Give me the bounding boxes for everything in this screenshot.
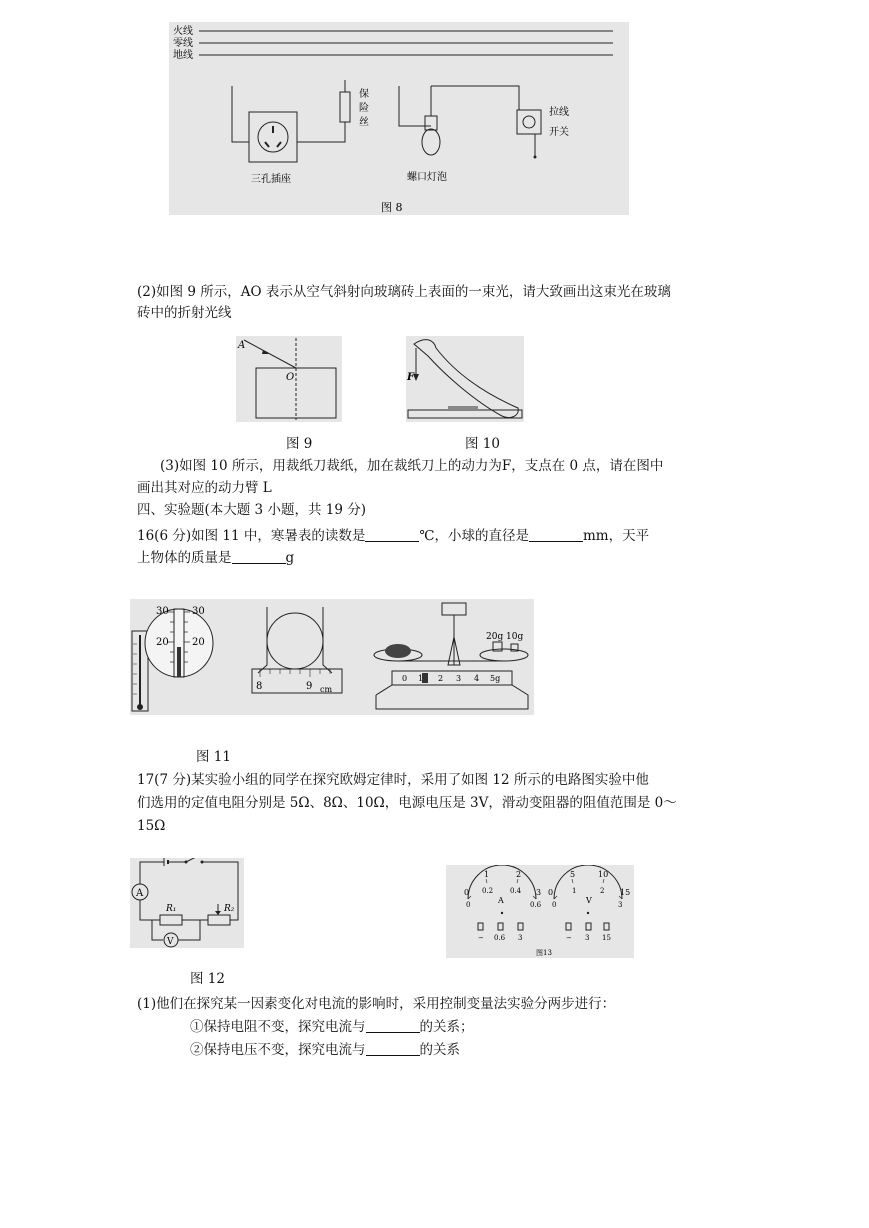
ammeter-top-3: 3 [536, 888, 542, 897]
q17-1-step1: ①保持电阻不变，探究电流与 的关系； [190, 1019, 474, 1035]
label-o: O [286, 372, 295, 383]
scale-3: 3 [456, 674, 462, 683]
ammeter-top-2: 2 [516, 870, 522, 879]
ammeter-bot-2: 0.4 [510, 887, 522, 895]
thermo-30-left: 30 [156, 606, 169, 617]
ammeter-term-3: 3 [518, 934, 523, 942]
voltmeter-term-15: 15 [602, 934, 611, 942]
ammeter-bot-1: 0.2 [482, 887, 494, 895]
voltmeter-top-0: 0 [548, 888, 554, 897]
weight-20g-label: 20g [486, 632, 504, 642]
q15-2-line1: (2)如图 9 所示，AO 表示从空气斜射向玻璃砖上表面的一束光，请大致画出这束光在玻璃 [137, 284, 671, 300]
scale-0: 0 [402, 674, 408, 683]
voltmeter-term-neg: − [566, 934, 572, 942]
switch-label-1: 拉线 [549, 107, 569, 118]
q17-1-intro: (1)他们在探究某一因素变化对电流的影响时，采用控制变量法实验分两步进行： [137, 996, 616, 1012]
fuse-icon [340, 92, 350, 122]
switch-label-2: 开关 [549, 127, 569, 138]
q17-line3: 15Ω [137, 818, 166, 834]
fuse-char-1: 保 [359, 89, 369, 100]
q15-3-line2: 画出其对应的动力臂 L [137, 480, 272, 496]
thermo-20-right: 20 [192, 637, 205, 648]
fuse-char-2: 险 [359, 103, 369, 114]
neutral-wire-label: 零线 [173, 38, 193, 49]
answer-blank-mass[interactable] [232, 549, 286, 564]
resistor-r1-icon [160, 915, 182, 925]
scale-5g: 5g [490, 674, 501, 683]
ammeter-label: A [136, 888, 144, 899]
label-a: A [238, 340, 246, 351]
voltmeter-bot-3: 3 [618, 901, 623, 909]
object-on-balance-icon [385, 644, 411, 658]
answer-blank-diameter[interactable] [529, 527, 583, 542]
voltmeter-bot-2: 2 [600, 887, 605, 895]
figure-12 [130, 858, 244, 948]
ammeter-bot-0: 0 [466, 901, 471, 909]
fuse-char-3: 丝 [359, 117, 369, 128]
ruler-cm: cm [320, 685, 333, 694]
figure-11 [130, 599, 534, 715]
q17-1-step2: ②保持电压不变，探究电流与 的关系 [190, 1042, 460, 1058]
label-f: F [407, 372, 415, 383]
ammeter-bot-3: 0.6 [530, 901, 542, 909]
ammeter-top-1: 1 [484, 870, 490, 879]
ammeter-term-06: 0.6 [494, 934, 506, 942]
ball-icon [267, 613, 323, 669]
voltmeter-dial-icon [554, 865, 622, 899]
ruler-8: 8 [256, 681, 263, 692]
screw-bulb-icon [422, 129, 440, 155]
voltmeter-bot-0: 0 [552, 901, 557, 909]
rheostat-r2-icon [208, 915, 230, 925]
thermo-20-left: 20 [156, 637, 169, 648]
voltmeter-top-10: 10 [598, 870, 609, 879]
q16-line1: 16(6 分)如图 11 中，寒暑表的读数是 ℃，小球的直径是 mm，天平 [137, 528, 650, 544]
figure-13 [446, 865, 634, 958]
ruler-9: 9 [306, 681, 313, 692]
weight-10g-label: 10g [506, 632, 524, 642]
socket-label: 三孔插座 [251, 174, 291, 185]
voltmeter-label: V [167, 937, 174, 947]
figure-13-caption: 图13 [536, 949, 552, 957]
figure-12-caption: 图 12 [190, 971, 225, 987]
ammeter-top-0: 0 [464, 888, 470, 897]
ammeter-unit: A [498, 896, 504, 905]
r1-label: R₁ [166, 904, 177, 914]
q17-line2: 们选用的定值电阻分别是 5Ω、8Ω、10Ω，电源电压是 3V，滑动变阻器的阻值范围是 0～ [137, 795, 677, 811]
figure-10-caption: 图 10 [465, 436, 500, 452]
pull-switch-icon [517, 110, 541, 134]
ammeter-dial-icon [468, 865, 536, 899]
figure-9-caption: 图 9 [286, 436, 313, 452]
figure-10 [406, 336, 524, 422]
answer-blank-step2[interactable] [366, 1041, 420, 1056]
figure-9 [236, 336, 342, 422]
scale-1: 1 [418, 674, 424, 683]
section-4-heading: 四、实验题(本大题 3 小题，共 19 分) [137, 502, 366, 518]
voltmeter-top-15: 15 [620, 888, 631, 897]
voltmeter-top-5: 5 [570, 870, 576, 879]
ground-wire-label: 地线 [173, 50, 193, 61]
thermo-30-right: 30 [192, 606, 205, 617]
r2-label: R₂ [224, 904, 235, 914]
q15-2-line2: 砖中的折射光线 [137, 305, 232, 321]
q15-3-line1: (3)如图 10 所示，用裁纸刀裁纸，加在裁纸刀上的动力为F，支点在 0 点，请在图中 [160, 458, 664, 474]
scale-2: 2 [438, 674, 444, 683]
q17-line1: 17(7 分)某实验小组的同学在探究欧姆定律时，采用了如图 12 所示的电路图实验中他 [137, 772, 649, 788]
answer-blank-temperature[interactable] [365, 527, 419, 542]
voltmeter-bot-1: 1 [572, 887, 577, 895]
voltmeter-unit: V [586, 896, 592, 905]
ammeter-term-neg: − [478, 934, 484, 942]
live-wire-label: 火线 [173, 26, 193, 37]
figure-11-caption: 图 11 [196, 749, 231, 765]
scale-4: 4 [474, 674, 480, 683]
q16-line2: 上物体的质量是 g [137, 550, 295, 566]
voltmeter-term-3: 3 [585, 934, 590, 942]
figure-8-caption: 图 8 [381, 201, 403, 214]
figure-8 [169, 22, 629, 215]
answer-blank-step1[interactable] [366, 1018, 420, 1033]
bulb-label: 螺口灯泡 [407, 172, 447, 183]
three-hole-socket-icon [249, 112, 297, 162]
paper-cutter-blade-icon [414, 340, 518, 418]
